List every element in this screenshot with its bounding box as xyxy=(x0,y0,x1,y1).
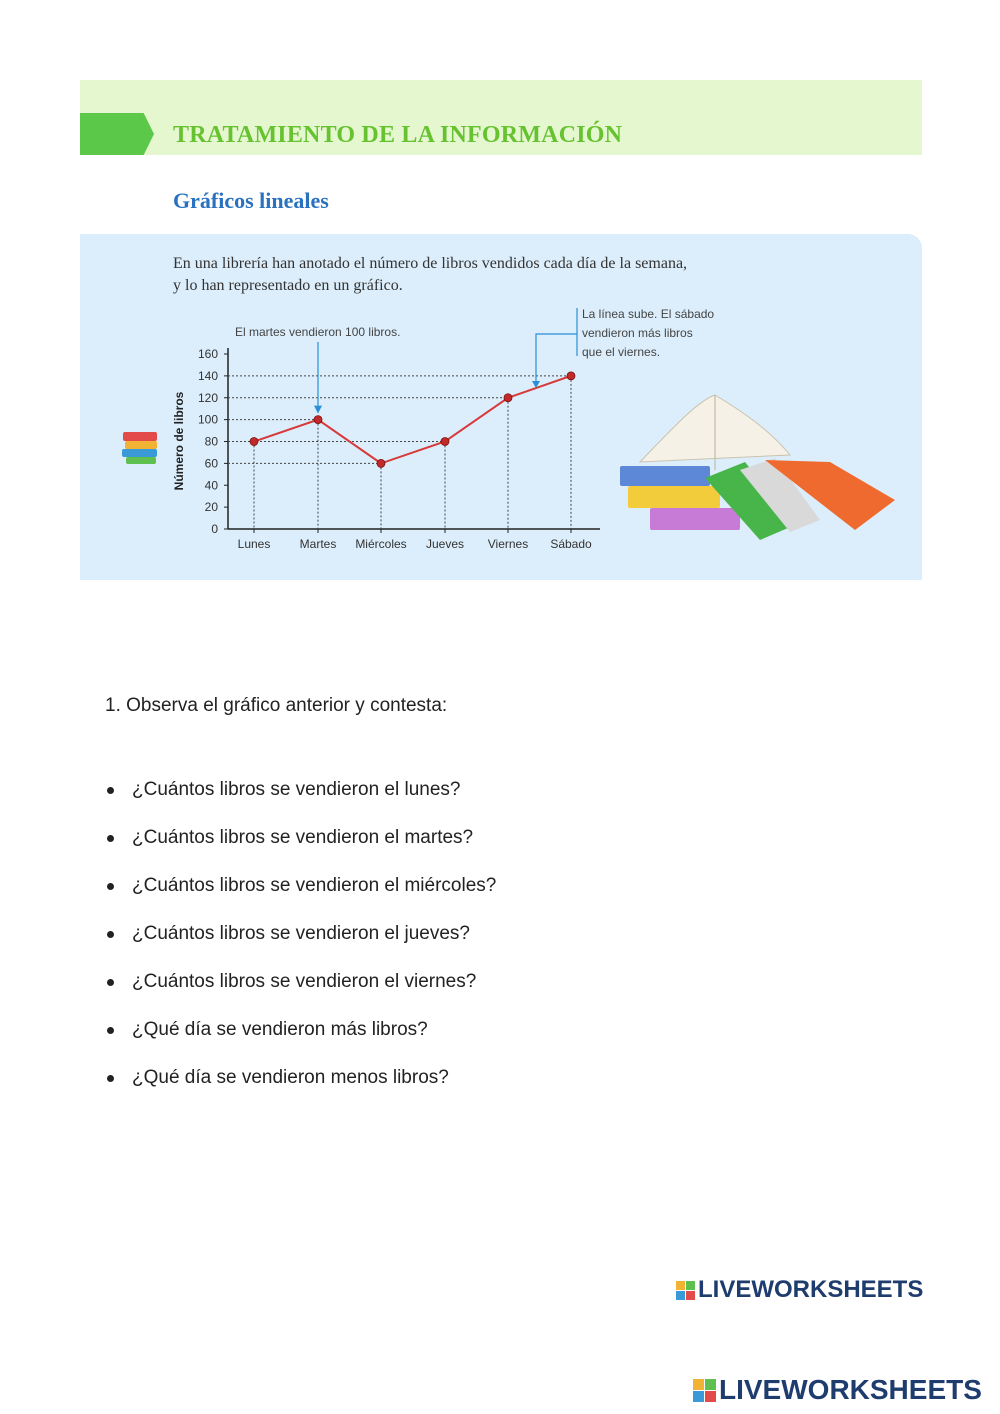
x-tick-label: Jueves xyxy=(425,537,465,551)
brand-name: LIVEWORKSHEETS xyxy=(719,1374,982,1405)
annotation-arrowhead xyxy=(314,406,322,414)
y-tick-label: 80 xyxy=(204,434,218,449)
data-point xyxy=(504,394,512,402)
question-text: ¿Cuántos libros se vendieron el martes? xyxy=(132,827,474,848)
y-tick-label: 140 xyxy=(197,368,218,383)
intro-line-2: y lo han representado en un gráfico. xyxy=(173,277,403,294)
brand-logo-icon xyxy=(693,1379,716,1402)
y-tick-label: 60 xyxy=(204,456,218,471)
question-text: ¿Cuántos libros se vendieron el miércoles? xyxy=(132,875,497,896)
small-books-icon xyxy=(122,432,157,464)
question-text: ¿Qué día se vendieron más libros? xyxy=(132,1019,428,1040)
y-tick-label: 20 xyxy=(204,500,218,515)
y-axis-label: Número de libros xyxy=(172,391,186,491)
brand-watermark xyxy=(676,1276,923,1304)
y-tick-label: 100 xyxy=(197,412,218,427)
data-point xyxy=(567,372,575,380)
y-tick-label: 160 xyxy=(197,347,218,361)
question-item xyxy=(105,922,496,970)
bullet-icon xyxy=(107,787,114,794)
y-tick-label: 0 xyxy=(211,522,218,536)
bullet-icon xyxy=(107,883,114,890)
bullet-icon xyxy=(107,979,114,986)
x-tick-label: Miércoles xyxy=(355,537,407,551)
brand-name: LIVEWORKSHEETS xyxy=(698,1276,924,1303)
brand-logo-icon xyxy=(676,1281,695,1300)
annotation-text: vendieron más libros xyxy=(582,326,693,340)
annotation-text: La línea sube. El sábado xyxy=(582,307,715,321)
question-item xyxy=(105,874,496,922)
x-tick-label: Lunes xyxy=(237,537,271,551)
question-item xyxy=(105,778,496,826)
data-point xyxy=(314,416,322,424)
question-item xyxy=(105,826,496,874)
data-point xyxy=(441,438,449,446)
question-title: 1. Observa el gráfico anterior y contesta: xyxy=(105,695,448,716)
x-tick-label: Martes xyxy=(299,537,337,551)
data-point xyxy=(250,438,258,446)
bullet-icon xyxy=(107,1027,114,1034)
bullet-icon xyxy=(107,835,114,842)
y-tick-label: 40 xyxy=(204,478,218,493)
bullet-icon xyxy=(107,1075,114,1082)
intro-line-1: En una librería han anotado el número de libros vendidos cada día de la semana, xyxy=(173,255,688,272)
question-text: ¿Cuántos libros se vendieron el viernes? xyxy=(132,971,477,992)
books-illustration xyxy=(620,395,895,540)
question-item xyxy=(105,1018,496,1066)
question-item xyxy=(105,970,496,1018)
bullet-icon xyxy=(107,931,114,938)
brand-watermark-footer xyxy=(693,1374,982,1406)
question-text: ¿Cuántos libros se vendieron el jueves? xyxy=(132,923,470,944)
annotation-text: que el viernes. xyxy=(582,345,661,359)
x-tick-label: Viernes xyxy=(487,537,529,551)
question-list xyxy=(105,778,496,1114)
section-subtitle: Gráficos lineales xyxy=(173,188,329,213)
header-title: TRATAMIENTO DE LA INFORMACIÓN xyxy=(173,122,623,148)
y-tick-label: 120 xyxy=(197,390,218,405)
data-point xyxy=(377,459,385,467)
question-text: ¿Qué día se vendieron menos libros? xyxy=(132,1067,449,1088)
question-item xyxy=(105,1066,496,1114)
annotation-text: El martes vendieron 100 libros. xyxy=(235,325,401,339)
question-text: ¿Cuántos libros se vendieron el lunes? xyxy=(132,779,461,800)
x-tick-label: Sábado xyxy=(550,537,592,551)
line-chart xyxy=(0,0,1000,600)
